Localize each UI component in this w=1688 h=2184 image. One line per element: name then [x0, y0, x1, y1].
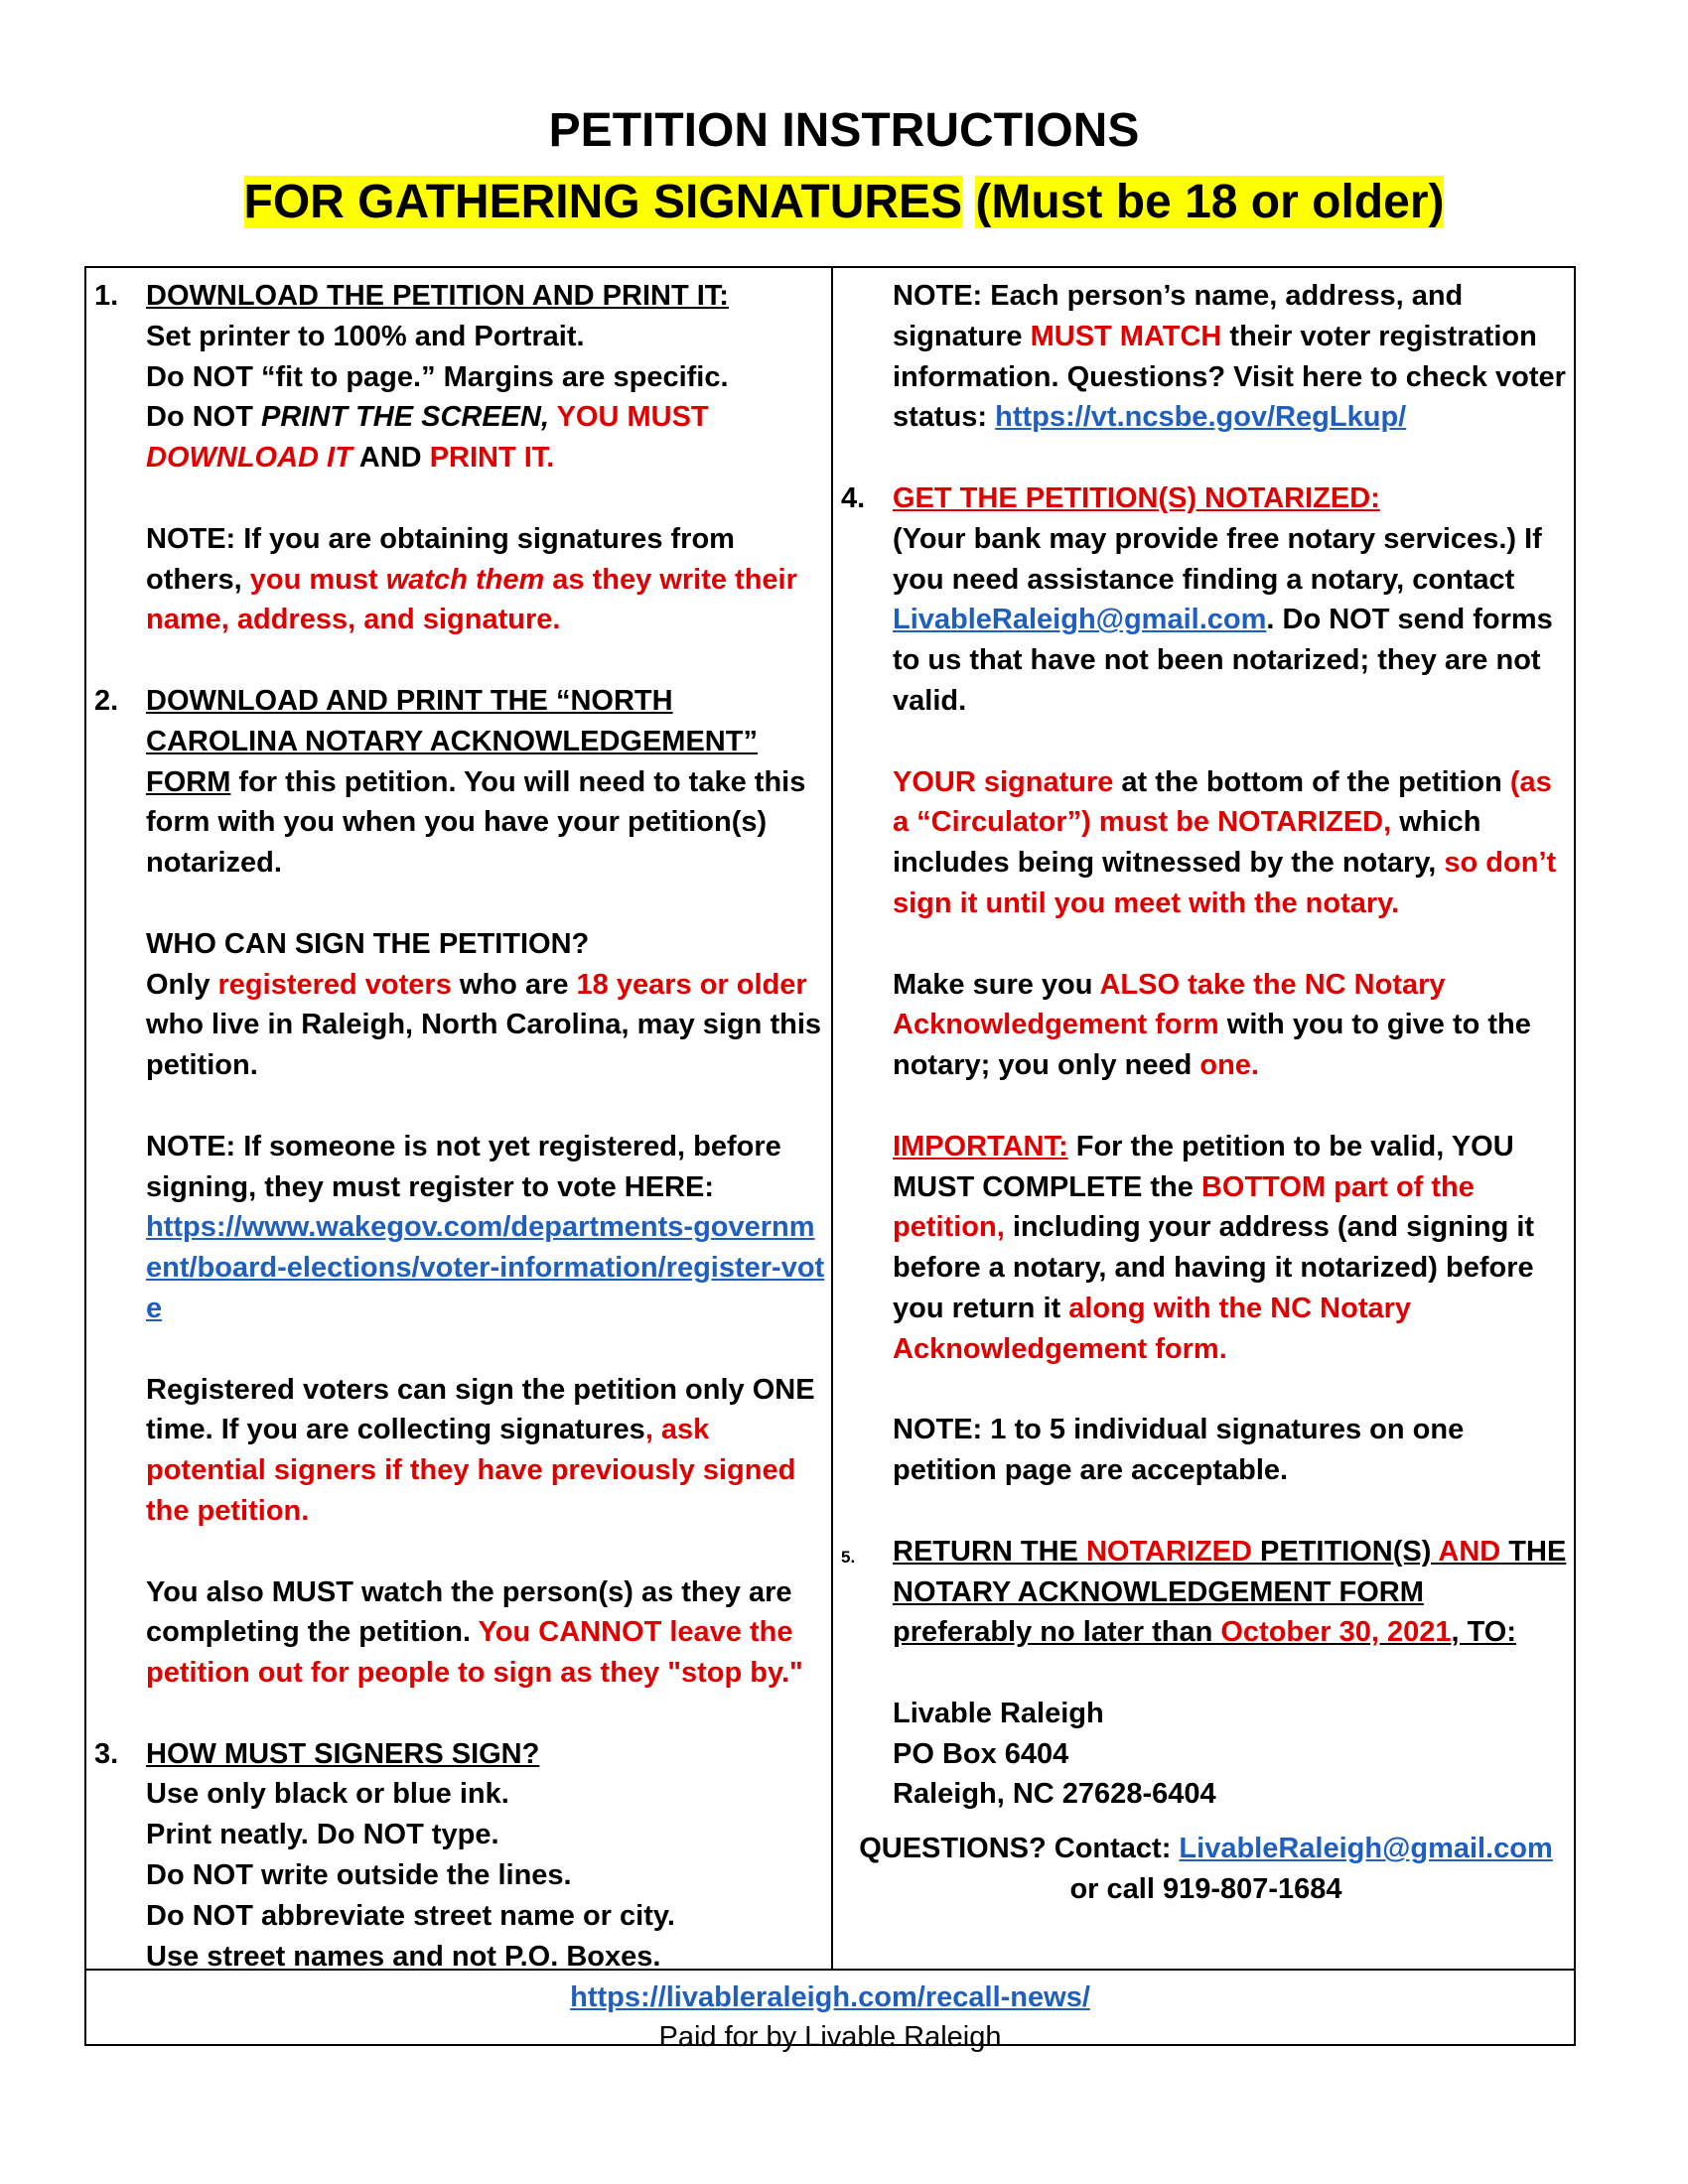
text-fragment: QUESTIONS? Contact:	[859, 1833, 1180, 1865]
text-fragment: AND	[1438, 1535, 1501, 1568]
email-link[interactable]: LivableRaleigh@gmail.com	[1179, 1833, 1553, 1865]
text-fragment: including your address (and signing it before a notary, and having it notarized) before you return it	[893, 1211, 1535, 1324]
text-fragment: (Your bank may provide free notary services.) If you need assistance finding a notary, contact	[893, 522, 1542, 596]
text-fragment: which includes being witnessed by the notary,	[893, 806, 1481, 880]
text-fragment: with you to give to the notary; you only need	[893, 1009, 1531, 1082]
paid-for-text: Paid for by Livable Raleigh	[658, 2021, 1002, 2053]
text-fragment: BOTTOM part of the petition,	[893, 1170, 1475, 1244]
text-fragment: YOUR signature	[893, 765, 1114, 798]
text-fragment: THE NOTARY ACKNOWLEDGEMENT FORM preferably no later than	[893, 1535, 1567, 1649]
instructions-box	[84, 266, 1576, 2053]
text-fragment: You CANNOT leave the petition out for people to sign as they "stop by."	[146, 1616, 803, 1690]
text-fragment: for this petition. You will need to take this form with you when you have your petition(s) notarized.	[146, 765, 806, 880]
match-text	[893, 276, 1571, 438]
email-link[interactable]: LivableRaleigh@gmail.com	[893, 604, 1267, 636]
text-fragment: ALSO take the NC Notary Acknowledgement form	[893, 968, 1446, 1041]
who-heading: WHO CAN SIGN THE PETITION?	[146, 927, 590, 960]
text-fragment: IMPORTANT:	[893, 1130, 1068, 1162]
footer	[86, 1978, 1574, 2057]
text-fragment: , ask potential signers if they have previously signed the petition.	[146, 1414, 796, 1527]
step-line: Do NOT write outside the lines.	[146, 1859, 572, 1892]
text-fragment: as they write their name, address, and signature.	[146, 563, 797, 636]
match-note	[841, 276, 1571, 438]
also-text	[893, 965, 1571, 1086]
register-note: NOTE: If someone is not yet registered, before signing, they must register to vote HERE:	[146, 1130, 781, 1203]
step-number: 3.	[94, 1737, 119, 1770]
text-fragment: NOTARIZED	[1085, 1535, 1252, 1568]
text-fragment: MUST MATCH	[1030, 320, 1222, 352]
step-number: 2.	[94, 684, 119, 717]
text-fragment: watch them	[385, 563, 545, 596]
step-3	[94, 1734, 825, 1978]
subtitle-age: (Must be 18 or older)	[975, 176, 1445, 228]
text-fragment: registered voters	[217, 968, 452, 1001]
step-number: 1.	[94, 280, 119, 312]
text-fragment: Only	[146, 968, 218, 1001]
step-line: Use only black or blue ink.	[146, 1778, 509, 1811]
page-subtitle	[0, 175, 1688, 229]
questions-line	[841, 1829, 1571, 1869]
signature-text	[893, 762, 1571, 924]
address-line: PO Box 6404	[893, 1737, 1069, 1770]
text-fragment: who are	[451, 968, 577, 1001]
website-link[interactable]: https://livableraleigh.com/recall-news/	[570, 1981, 1090, 2013]
signatures-note: NOTE: 1 to 5 individual signatures on one petition page are acceptable.	[893, 1414, 1465, 1487]
text-fragment: NOTE: If you are obtaining signatures from others,	[146, 522, 735, 596]
address-line: Livable Raleigh	[893, 1697, 1104, 1729]
text-fragment: along with the NC Notary Acknowledgement form.	[893, 1292, 1412, 1365]
step-note	[146, 519, 825, 640]
text-fragment: You also MUST watch the person(s) as they are completing the petition.	[146, 1575, 792, 1649]
watch-note	[146, 1572, 825, 1694]
step-5	[841, 1532, 1571, 1816]
text-fragment: Make sure you	[893, 968, 1100, 1001]
text-fragment: (as a “Circulator”) must be NOTARIZED,	[893, 765, 1552, 839]
text-fragment: NOTE: Each person’s name, address, and signature	[893, 280, 1464, 352]
text-fragment[interactable]: https://www.wakegov.com/departments-government/board-elections/voter-information/register-vote	[146, 1211, 825, 1324]
who-text	[146, 965, 825, 1086]
step-heading	[893, 1532, 1571, 1653]
step-line: Print neatly. Do NOT type.	[146, 1819, 499, 1851]
important-text	[893, 1127, 1571, 1370]
text-fragment: PRINT THE SCREEN,	[261, 401, 550, 434]
text-fragment: you must	[249, 563, 386, 596]
text-fragment: PETITION(S)	[1251, 1535, 1439, 1568]
step-number: 5.	[841, 1547, 856, 1567]
step-line: Use street names and not P.O. Boxes.	[146, 1940, 661, 1973]
text-fragment: so don’t sign it until you meet with the notary.	[893, 847, 1557, 919]
step-heading: HOW MUST SIGNERS SIGN?	[146, 1737, 540, 1770]
column-divider	[831, 268, 833, 1971]
voter-lookup-link[interactable]: https://vt.ncsbe.gov/RegLkup/	[995, 401, 1407, 434]
footer-divider	[86, 1969, 1574, 1971]
step-line: Do NOT “fit to page.” Margins are specific.	[146, 360, 729, 393]
text-fragment: October 30, 2021	[1220, 1616, 1452, 1649]
step-1	[94, 276, 825, 640]
page-title: PETITION INSTRUCTIONS	[548, 104, 1140, 157]
step-heading	[146, 681, 825, 884]
text-fragment: , TO:	[1451, 1616, 1517, 1649]
step-heading: DOWNLOAD THE PETITION AND PRINT IT:	[146, 280, 729, 312]
text-fragment: DOWNLOAD AND PRINT THE “NORTH CAROLINA NOTARY ACKNOWLEDGEMENT” FORM	[146, 684, 758, 798]
text-fragment: YOU MUST	[549, 401, 709, 434]
text-fragment: 18 years or older	[576, 968, 807, 1001]
bank-text	[893, 519, 1571, 722]
step-line: Do NOT abbreviate street name or city.	[146, 1899, 675, 1932]
register-link[interactable]	[146, 1207, 825, 1328]
text-fragment: PRINT IT.	[429, 442, 555, 475]
left-column	[94, 276, 825, 1977]
text-fragment: Do NOT	[146, 401, 261, 434]
text-fragment: who live in Raleigh, North Carolina, may sign this petition.	[146, 1009, 821, 1082]
phone-line: or call 919-807-1684	[1069, 1873, 1342, 1906]
step-2	[94, 681, 825, 1694]
address-line: Raleigh, NC 27628-6404	[893, 1778, 1216, 1811]
text-fragment: one.	[1199, 1049, 1259, 1082]
text-fragment: For the petition to be valid, YOU MUST COMPLETE the	[893, 1130, 1514, 1203]
subtitle-highlight: FOR GATHERING SIGNATURES	[243, 176, 963, 228]
text-fragment: RETURN THE	[893, 1535, 1086, 1568]
step-heading: GET THE PETITION(S) NOTARIZED:	[893, 481, 1380, 514]
step-line: Set printer to 100% and Portrait.	[146, 320, 585, 352]
step-line	[146, 397, 825, 438]
step-number: 4.	[841, 481, 866, 514]
step-line	[146, 438, 825, 478]
text-fragment: their voter registration information. Questions? Visit here to check voter status:	[893, 320, 1566, 434]
text-fragment: . Do NOT send forms to us that have not been notarized; they are not valid.	[893, 604, 1553, 717]
step-4	[841, 478, 1571, 1491]
once-note	[146, 1370, 825, 1532]
text-fragment: Registered voters can sign the petition only ONE time. If you are collecting signatures	[146, 1373, 815, 1446]
text-fragment: DOWNLOAD IT	[146, 442, 352, 475]
text-fragment: AND	[352, 442, 430, 475]
text-fragment: at the bottom of the petition	[1113, 765, 1510, 798]
right-column	[841, 276, 1571, 1910]
